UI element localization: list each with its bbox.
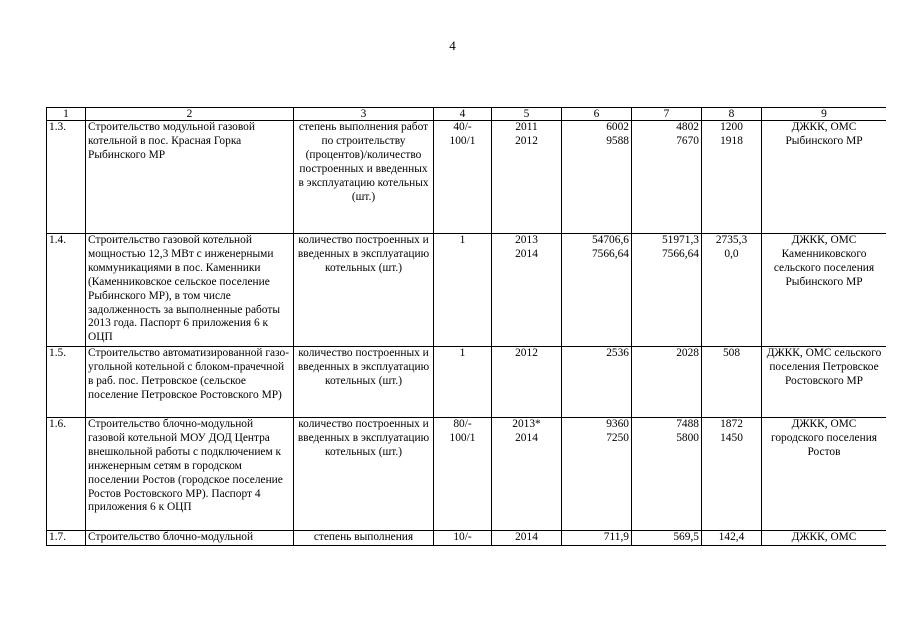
value: 2014 [515,247,538,260]
activity-name: Строительство газовой котельной мощностью 12,3 МВт с инженерными коммуникациями в пос. Каменники (Каменниковское сельское поселение Рыбинского МР), в том числе задолженность за выполненные работы 2013 года. Паспорт 6 приложения 6 к ОЦП [86,234,294,347]
value: 100/1 [449,431,476,444]
program-table [46,107,886,546]
value: 711,9 [603,531,629,543]
row-number: 1.6. [47,418,86,531]
column-header: 3 [294,108,434,121]
funding-cell [702,347,762,418]
value: 1918 [720,134,743,147]
row-number: 1.5. [47,347,86,418]
table-row [47,234,887,347]
table-row [47,347,887,418]
column-header: 7 [632,108,702,121]
executor-cell: ДЖКК, ОМС городского поселения Ростов [762,418,887,531]
year-cell [492,234,562,347]
column-header: 5 [492,108,562,121]
activity-name: Строительство модульной газовой котельной в пос. Красная Горка Рыбинского МР [86,121,294,234]
target-value-cell [434,121,492,234]
funding-cell [632,531,702,546]
activity-name: Строительство блочно-модульной [86,531,294,546]
column-header: 8 [702,108,762,121]
target-value-cell [434,418,492,531]
year-cell [492,531,562,546]
value: 2012 [515,347,538,359]
total-funding-cell [562,531,632,546]
executor-cell: ДЖКК, ОМС Каменниковского сельского поселения Рыбинского МР [762,234,887,347]
total-funding-cell [562,234,632,347]
value: 4802 [676,121,699,133]
value: 7670 [676,134,699,147]
executor-cell: ДЖКК, ОМС сельского поселения Петровское Ростовского МР [762,347,887,418]
value: 7488 [676,418,699,430]
year-cell [492,121,562,234]
total-funding-cell [562,347,632,418]
activity-name: Строительство автоматизированной газо-угольной котельной с блоком-прачечной в раб. пос. Петровское (сельское поселение Петровское Ростовского МР) [86,347,294,418]
value: 2014 [515,531,538,543]
target-value-cell [434,531,492,546]
funding-cell [632,418,702,531]
program-table-container [46,107,886,553]
value: 1 [459,347,466,359]
funding-cell [632,347,702,418]
executor-cell: ДЖКК, ОМС [762,531,887,546]
indicator-cell: степень выполнения работ по строительству (процентов)/количество построенных и введенных в эксплуатацию котельных (шт.) [294,121,434,234]
value: 7250 [606,431,629,444]
indicator-cell: степень выполнения [294,531,434,546]
funding-cell [632,121,702,234]
funding-cell [702,418,762,531]
row-number: 1.7. [47,531,86,546]
page-number: 4 [449,38,456,53]
indicator-cell: количество построенных и введенных в эксплуатацию котельных (шт.) [294,234,434,347]
value: 1872 [720,418,743,430]
value: 9360 [606,418,629,430]
value: 2028 [676,347,699,359]
value: 2012 [515,134,538,147]
value: 2013* [512,418,541,430]
value: 2013 [515,234,538,246]
column-header: 4 [434,108,492,121]
target-value-cell [434,234,492,347]
activity-name: Строительство блочно-модульной газовой котельной МОУ ДОД Центра внешкольной работы с подключением к инженерным сетям в городском поселении Ростов (городское поселение Ростов Ростовского МР). Паспорт 4 приложения 6 к ОЦП [86,418,294,531]
value: 508 [722,347,741,359]
target-value-cell [434,347,492,418]
year-cell [492,347,562,418]
value: 569,5 [673,531,699,543]
indicator-cell: количество построенных и введенных в эксплуатацию котельных (шт.) [294,418,434,531]
value: 7566,64 [661,247,699,260]
value: 2011 [515,121,538,133]
column-header: 6 [562,108,632,121]
value: 10/- [453,531,472,543]
value: 100/1 [449,134,476,147]
executor-cell: ДЖКК, ОМС Рыбинского МР [762,121,887,234]
total-funding-cell [562,418,632,531]
column-header: 1 [47,108,86,121]
value: 51971,3 [661,234,699,246]
table-row [47,531,887,546]
value: 6002 [606,121,629,133]
value: 2735,3 [715,234,748,246]
funding-cell [702,234,762,347]
row-number: 1.3. [47,121,86,234]
column-header: 9 [762,108,887,121]
value: 80/- [453,418,472,430]
table-header-row [47,108,887,121]
funding-cell [702,531,762,546]
value: 1 [459,234,466,246]
value: 54706,6 [591,234,629,246]
funding-cell [702,121,762,234]
value: 9588 [606,134,629,147]
value: 2014 [515,431,538,444]
column-header: 2 [86,108,294,121]
indicator-cell: количество построенных и введенных в эксплуатацию котельных (шт.) [294,347,434,418]
value: 2536 [606,347,629,359]
value: 142,4 [718,531,745,543]
table-row [47,121,887,234]
value: 5800 [676,431,699,444]
value: 0,0 [724,247,739,260]
total-funding-cell [562,121,632,234]
row-number: 1.4. [47,234,86,347]
value: 1200 [720,121,743,133]
value: 40/- [453,121,472,133]
funding-cell [632,234,702,347]
value: 7566,64 [591,247,629,260]
year-cell [492,418,562,531]
table-row [47,418,887,531]
value: 1450 [720,431,743,444]
